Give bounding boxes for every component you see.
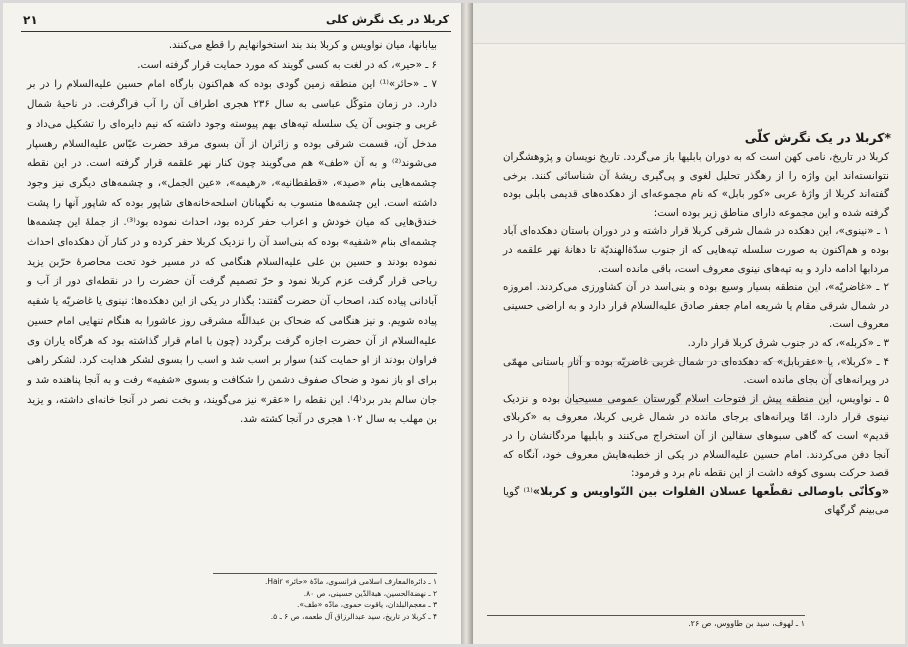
section-title: *کربلا در یک نگرش کلّی bbox=[744, 130, 891, 145]
left-page bbox=[3, 3, 461, 644]
quote-line bbox=[503, 483, 889, 520]
right-body-text bbox=[503, 148, 889, 520]
right-page bbox=[473, 3, 905, 644]
footnote: ۱ ـ دائرة‌المعارف اسلامی فرانسوی، مادّهٔ «حائر» Hair. bbox=[264, 577, 437, 586]
footnote: ۲ ـ نهضة‌الحسین، هبة‌الدّین حسینی، ص ۸۰. bbox=[303, 588, 437, 598]
paragraph: بیابانها، میان نواویس و کربلا بند بند استخوانهایم را قطع می‌کنند. bbox=[168, 40, 437, 51]
paragraph: ۱ ـ «نینوی»، این دهکده در شمال شرقی کربلا قرار داشته و در دوران باستان دهکده‌ای آباد بوده و هم‌اکنون به صورت سلسله تپه‌هایی که از جنوب سدّة‌الهندیّة تا دهانهٔ نهر علقمه در مردابها ادامه دارد و به تپه‌های نینوی معروف است، باقی مانده است. bbox=[503, 225, 889, 275]
running-head bbox=[21, 13, 451, 32]
paragraph: ۵ ـ نواویس، این منطقه پیش از فتوحات اسلام گورستان عمومی مسیحیان بوده و نزدیک نینوی قرار دارد. امّا ویرانه‌های برجای مانده در شمال غربی کربلا، معروف به «کربلای قدیم» است که گاهی سبوهای سفالین از آن استخراج می‌کنند و بابلیها مردگانشان را در آنجا دفن می‌کردند. امام حسین علیه‌السلام در یکی از خطبه‌هایش معروف خود، آنگاه که قصد حرکت بسوی کوفه داشت از این نقطه نام برد و فرمود: bbox=[503, 392, 889, 480]
paragraph: ۴ ـ «کربلا»، یا «عقربابل» که دهکده‌ای در شمال غربی غاضریّه بوده و آثار باستانی مهمّی در ویرانه‌های آن بجای مانده است. bbox=[503, 355, 889, 387]
left-body-text bbox=[27, 36, 437, 430]
page-number: ۲۱ bbox=[23, 13, 38, 27]
paragraph: ۷ ـ «حائر»⁽¹⁾ این منطقه زمین گودی بوده که هم‌اکنون بارگاه امام حسین علیه‌السلام را در بر دارد. در زمان متوکّل عباسی به سال ۲۳۶ هجری اطراف آن را آب فراگرفت. در ناحیهٔ شمال غربی و جنوبی آن یک سلسله تپه‌های بهم پیوسته وجود داشته که نیم دایره‌ای را تشکیل می‌داد و مدخل آن، قسمت شرقی بوده و زائران از آن بسوی مرقد حضرت عبّاس علیه‌السلام رهسپار می‌شوند⁽²⁾ و به آن «طف» هم می‌گویند چون کنار نهر علقمه قرار گرفته است. در این نقطه چشمه‌هایی بنام «صید»، «قطقطانیه»، «رهیمه»، «عین الجمل»، و چشمه‌های دیگری نیز وجود داشته است. این چشمه‌ها منسوب به نگهبانان اسلحه‌خانه‌های شاپور بوده که شاپور آنها را پشت خندق‌هایی که میان خودش و اعراب حفر کرده بود، احداث نموده بود⁽³⁾. از جملهٔ این چشمه‌ها چشمه‌ای بنام «شفیه» بوده که بنی‌اسد آن را نزدیک کربلا حفر کرده و در کنار آن دهکده‌ای احداث نموده بودند و حسین بن علی علیه‌السلام هنگامی که در مسیر خود تحت محاصرهٔ حرّبن یزید ریاحی قرار گرفت عزم کربلا نمود و حرّ تصمیم گرفت آن حضرت را در نقطه‌ای دور از آب و آبادانی پیاده کند، اصحاب آن حضرت گفتند: بگذار در یکی از این دهکده‌ها: نینوی یا غاضریّه یا شفیه پیاده شویم. و نیز هنگامی که ضحاک بن عبداللّه مشرقی روز عاشورا به هنگام تنهایی امام حسین علیه‌السلام از آن حضرت اجازه گرفت برگردد (چون با امام قرار گذاشته بود که هرگاه یاران وی فراوان بودند از او حمایت کند) سوار بر اسب شد و اسب را بسوی لشکر هدایت کرد. لشکر راهی برای او باز نمود و ضحاک صفوف دشمن را شکافت و بسوی «شفیه» رفت و به آنجا پناهنده شد و جان سالم بدر برد⁽4⁾. این نقطه را «عقر» نیز می‌گویند، و بخت نصر در آنجا خانه‌ای داشته، و یزید بن مهلب به سال ۱۰۲ هجری در آنجا کشته شد. bbox=[27, 79, 437, 426]
footnote: ۳ ـ معجم‌البلدان، یاقوت حموی، مادّه «طف». bbox=[297, 600, 437, 609]
arabic-quote: «وکأنّی باوصالی تقطّعها عسلان الفلوات بین النّواویس و کربلا» bbox=[532, 484, 889, 498]
right-footnotes bbox=[487, 615, 805, 630]
footnote: ۱ ـ لهوف، سید بن طاووس، ص ۲۶. bbox=[688, 619, 805, 628]
running-head-title: کربلا در یک نگرش کلی bbox=[326, 13, 449, 26]
book-gutter bbox=[461, 3, 473, 644]
paragraph: ۳ ـ «کربله»، که در جنوب شرق کربلا قرار دارد. bbox=[687, 336, 889, 349]
book-spread bbox=[3, 3, 905, 644]
blank-header-area bbox=[473, 3, 905, 44]
quote-tail: ⁽¹⁾ گویا می‌بینم گرگهای bbox=[503, 485, 889, 517]
paragraph: ۶ ـ «حیر»، که در لغت به کسی گویند که مورد حمایت قرار گرفته است. bbox=[137, 59, 437, 71]
footnote: ۴ ـ کربلا در تاریخ، سید عبدالرزاق آل طعمه، ص ۶ ـ ۵. bbox=[270, 611, 437, 621]
left-footnotes bbox=[213, 573, 437, 622]
paragraph: ۲ ـ «غاضریّه»، این منطقه بسیار وسیع بوده و بنی‌اسد در آن کشاورزی می‌کردند. امروزه در شمال شرقی مقام یا شریعه امام جعفر صادق علیه‌السلام قرار دارد و به اراضی حسینی معروف است. bbox=[503, 281, 889, 331]
paragraph: کربلا در تاریخ، نامی کهن است که به دوران بابلیها باز می‌گردد. تاریخ نویسان و پژوهشگران نتوانسته‌اند این واژه را از رهگذر تحلیل لغوی و پی‌گیری ریشهٔ آن شناسائی کنند. برخی گفته‌اند کربلا از واژهٔ عربی «کور بابل» که نام مجموعه‌ای از دهکده‌های قدیمی بابلی بوده گرفته شده و این مجموعه دارای مناطق زیر بوده است: bbox=[503, 151, 889, 219]
